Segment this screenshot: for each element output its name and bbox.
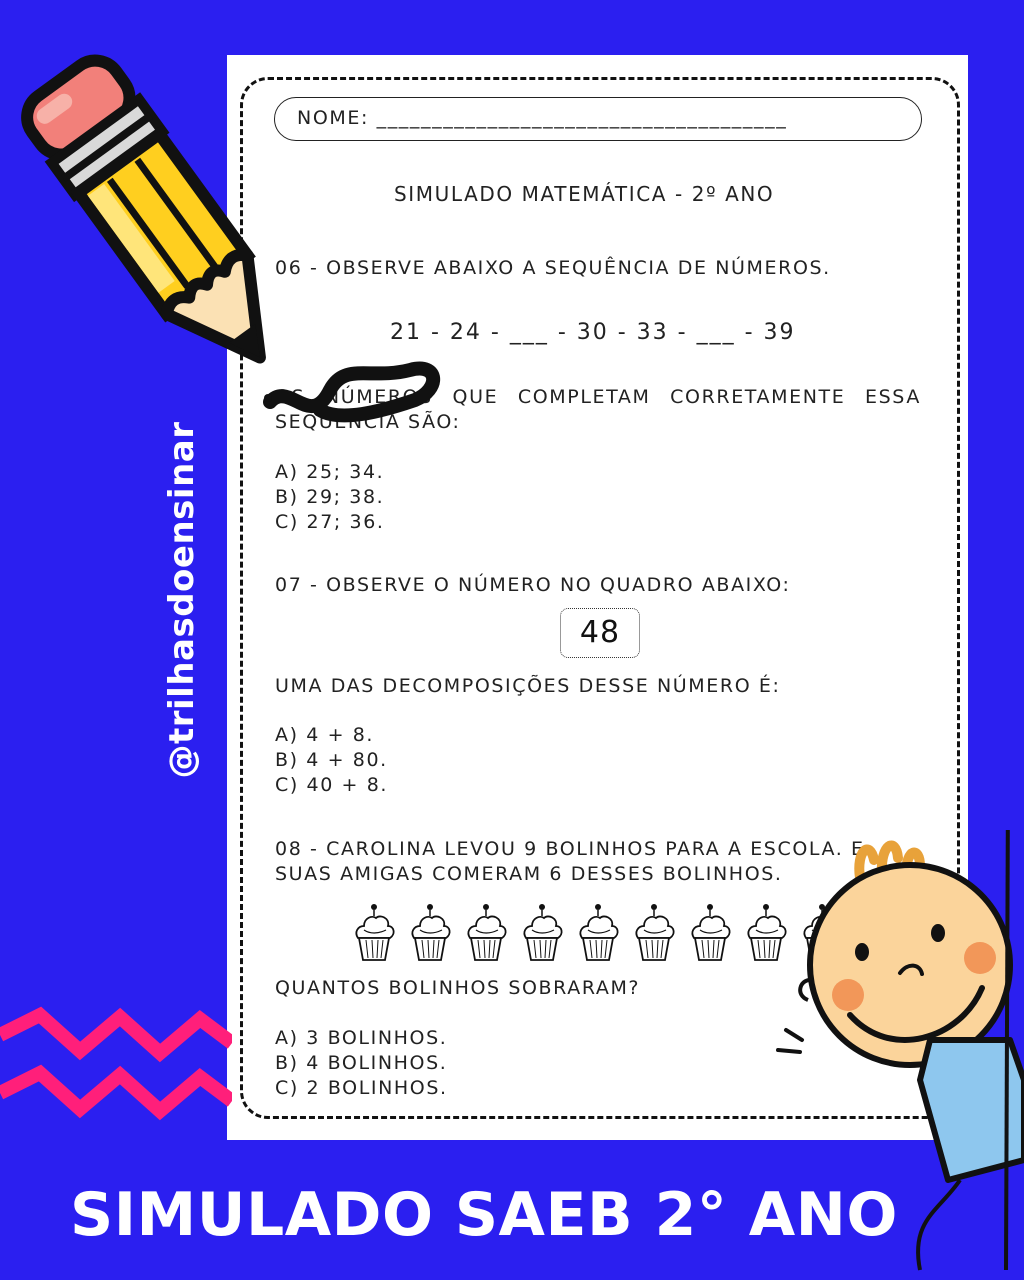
worksheet-title: SIMULADO MATEMÁTICA - 2º ANO <box>394 182 775 206</box>
q07-statement: 07 - OBSERVE O NÚMERO NO QUADRO ABAIXO: <box>275 574 791 596</box>
q06-sequence: 21 - 24 - ___ - 30 - 33 - ___ - 39 <box>390 320 796 345</box>
q07-prompt: UMA DAS DECOMPOSIÇÕES DESSE NÚMERO É: <box>275 675 781 697</box>
q06-statement: 06 - OBSERVE ABAIXO A SEQUÊNCIA DE NÚMEROS. <box>275 257 831 279</box>
social-handle-text: @trilhasdoensinar <box>162 421 202 779</box>
q07-option-c[interactable]: C) 40 + 8. <box>275 774 389 796</box>
q08-option-c[interactable]: C) 2 BOLINHOS. <box>275 1077 448 1099</box>
zigzag-decoration <box>0 1005 232 1135</box>
q06-prompt-word: NÚMEROS <box>324 386 433 408</box>
q07-option-b[interactable]: B) 4 + 80. <box>275 749 388 771</box>
cupcake-icon <box>580 904 617 960</box>
cupcake-icon <box>412 904 449 960</box>
banner-title: SIMULADO SAEB 2° ANO <box>70 1180 898 1250</box>
cupcake-icon <box>692 904 729 960</box>
q06-prompt-word: ESSA <box>865 386 921 408</box>
name-field-label: NOME: _____________________________________ <box>297 107 788 129</box>
q06-prompt-word: OS <box>275 386 306 408</box>
q06-prompt-word: CORRETAMENTE <box>670 386 846 408</box>
pencil-icon <box>20 50 450 430</box>
q06-option-a[interactable]: A) 25; 34. <box>275 461 385 483</box>
q06-prompt-word: QUE <box>452 386 499 408</box>
cupcake-icon <box>468 904 505 960</box>
cupcake-icon <box>356 904 393 960</box>
q06-option-c[interactable]: C) 27; 36. <box>275 511 385 533</box>
q06-prompt-line2: SEQUÊNCIA SÃO: <box>275 411 461 433</box>
cupcake-icon <box>524 904 561 960</box>
q08-statement-line1: 08 - CAROLINA LEVOU 9 BOLINHOS PARA A ESCOLA. E <box>275 838 865 860</box>
q08-question: QUANTOS BOLINHOS SOBRARAM? <box>275 977 641 999</box>
q07-number-box: 48 <box>560 608 640 658</box>
q07-option-a[interactable]: A) 4 + 8. <box>275 724 375 746</box>
q08-option-b[interactable]: B) 4 BOLINHOS. <box>275 1052 448 1074</box>
cupcake-icon <box>636 904 673 960</box>
q08-statement-line2: SUAS AMIGAS COMERAM 6 DESSES BOLINHOS. <box>275 863 783 885</box>
q06-prompt-word: COMPLETAM <box>517 386 651 408</box>
social-handle <box>162 300 202 900</box>
q06-option-b[interactable]: B) 29; 38. <box>275 486 385 508</box>
q08-option-a[interactable]: A) 3 BOLINHOS. <box>275 1027 448 1049</box>
